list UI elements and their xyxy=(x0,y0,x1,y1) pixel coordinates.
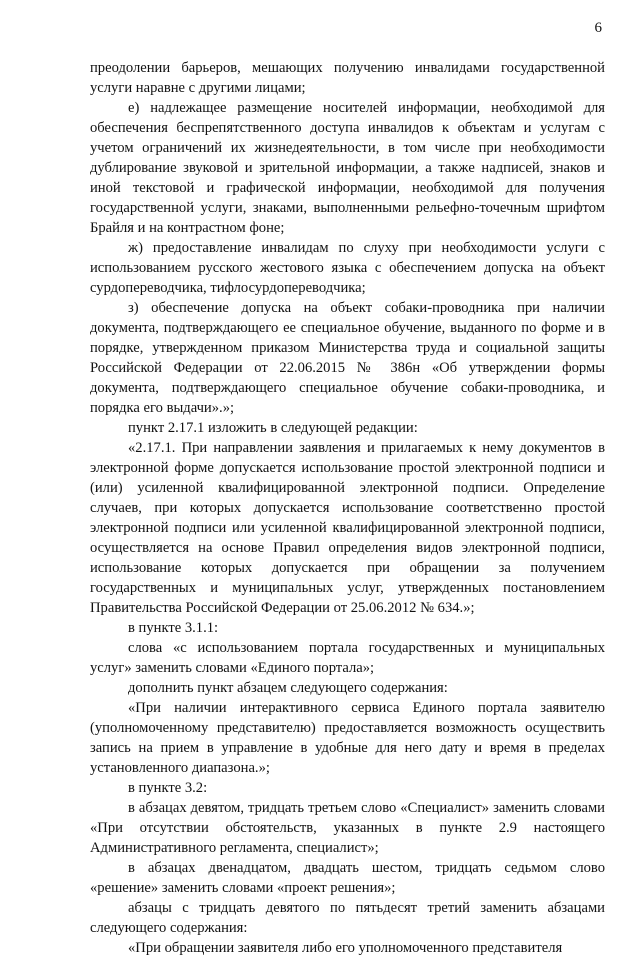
paragraph-replace-specialist: в абзацах девятом, тридцать третьем слово «Специалист» заменить словами «При отсутствии обстоятельств, указанных в пункте 2.9 настоящего Административного регламента, специалист»; xyxy=(90,800,605,856)
paragraph-item-zh: ж) предоставление инвалидам по слуху при необходимости услуги с использованием русского жестового языка с обеспечением допуска на объект сурдопереводчика, тифлосурдопереводчика; xyxy=(90,240,605,296)
paragraph-instruction-2-17-1: пункт 2.17.1 изложить в следующей редакции: xyxy=(128,420,418,436)
paragraph-instruction-3-1-1: в пункте 3.1.1: xyxy=(128,620,219,636)
paragraph-instruction-3-2: в пункте 3.2: xyxy=(128,780,208,796)
paragraph-replace-words: слова «с использованием портала государственных и муниципальных услуг» заменить словами «Единого портала»; xyxy=(90,640,605,676)
paragraph-replace-paragraphs: абзацы с тридцать девятого по пятьдесят третий заменить абзацами следующего содержания: xyxy=(90,900,605,936)
paragraph-applicant-appeal: «При обращении заявителя либо его уполномоченного представителя xyxy=(128,940,563,956)
paragraph-interactive-service: «При наличии интерактивного сервиса Единого портала заявителю (уполномоченному представителю) предоставляется возможность осуществить запись на прием в управление в удобные для него дату и время в пределах установленного диапазона.»; xyxy=(90,700,605,776)
paragraph-continuation: преодолении барьеров, мешающих получению инвалидами государственной услуги наравне с другими лицами; xyxy=(90,60,605,96)
paragraph-replace-decision: в абзацах двенадцатом, двадцать шестом, тридцать седьмом слово «решение» заменить словами «проект решения»; xyxy=(90,860,605,896)
paragraph-item-z: з) обеспечение допуска на объект собаки-проводника при наличии документа, подтверждающего ее специальное обучение, выданного по форме и в порядке, утвержденном приказом Министерства труда и социальной защиты Российской Федерации от 22.06.2015 № 386н «Об утверждении формы документа, подтверждающего специальное обучение собаки-проводника, и порядка его выдачи».»; xyxy=(90,300,605,416)
paragraph-clause-2-17-1: «2.17.1. При направлении заявления и прилагаемых к нему документов в электронной форме допускается использование простой электронной подписи и (или) усиленной квалифицированной электронной подписи. Определение случаев, при которых допускается использование соответственно простой электронной подписи или усиленной квалифицированной электронной подписи, осуществляется на основе Правил определения видов электронной подписи, использование которых допускается при обращении за получением государственных и муниципальных услуг, утвержденных постановлением Правительства Российской Федерации от 25.06.2012 № 634.»; xyxy=(90,440,605,616)
paragraph-item-e: е) надлежащее размещение носителей информации, необходимой для обеспечения беспрепятственного доступа инвалидов к объектам и услугам с учетом ограничений их жизнедеятельности, в том числе при необходимости дублирование звуковой и зрительной информации, а также надписей, знаков и иной текстовой и графической информации, необходимой для получения государственной услуги, знаками, выполненными рельефно-точечным шрифтом Брайля и на контрастном фоне; xyxy=(90,100,605,236)
document-body xyxy=(90,58,605,958)
paragraph-add-clause: дополнить пункт абзацем следующего содержания: xyxy=(128,680,448,696)
page-number: 6 xyxy=(594,20,602,36)
